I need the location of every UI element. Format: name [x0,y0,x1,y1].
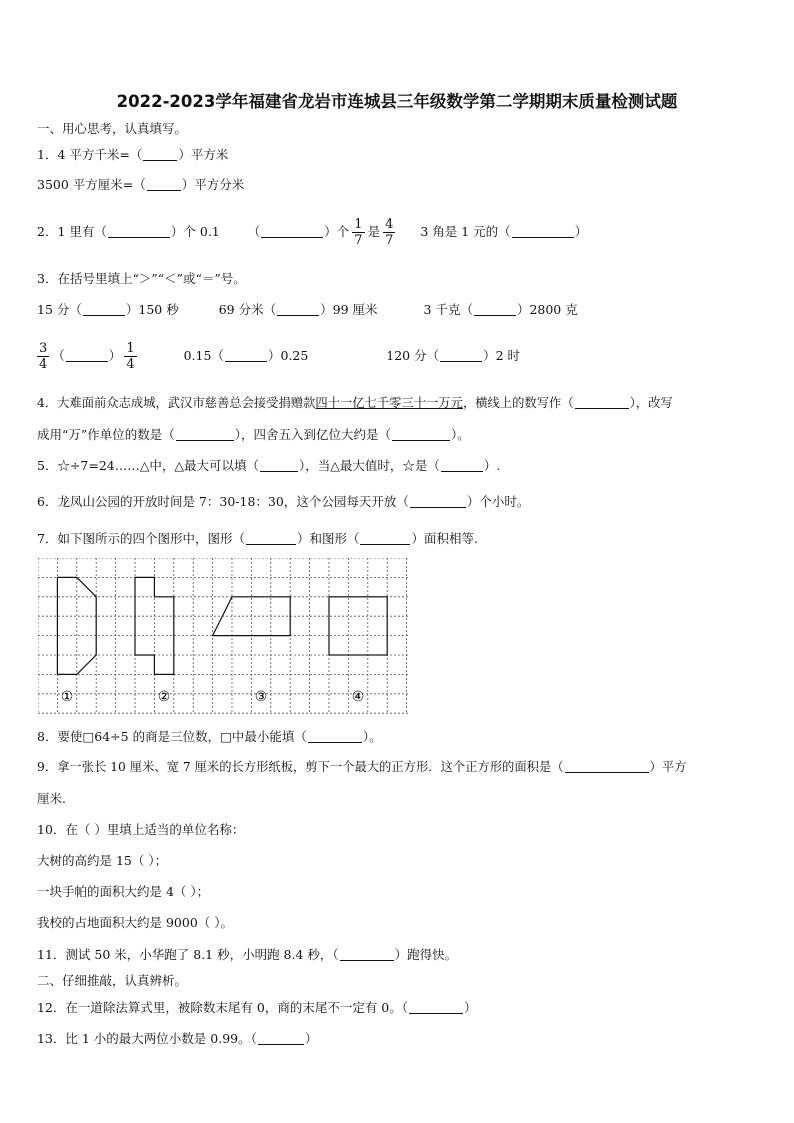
q3-r1-c: 69 分米（ [218,302,277,317]
q4-blank-2[interactable] [176,429,234,441]
q1a-blank[interactable] [143,149,177,161]
question-9-line-1 [37,759,686,775]
q3-r2-paren-open: （ [52,348,65,363]
q3-r1-a: 15 分（ [37,302,82,317]
q2-text-4: ）个 [324,224,350,239]
section-heading-2: 二、仔细推敲，认真辨析。 [37,973,188,988]
question-3-row-1 [37,302,578,318]
question-4-line-1 [37,395,673,411]
q1b-text: 3500 平方厘米=（ [37,177,146,192]
q1a-text: 1．4 平方千米=（ [37,147,143,162]
q4-l2-b: ），四舍五入到亿位大约是（ [234,427,392,442]
q3-r2-paren-close: ） [108,348,122,363]
q1b-blank[interactable] [147,179,181,191]
q2-fraction-1: $\frac{1}{7}$ [354,217,363,248]
shape-2 [135,577,174,674]
q2-text-5: 是 [367,224,381,239]
q3-r2-a: 0.15（ [183,348,224,363]
q13-blank[interactable] [258,1033,304,1045]
q5-blank-1[interactable] [260,460,298,472]
q4-l1-c: ），改写 [629,396,673,410]
q7-a: 7．如下图所示的四个图形中，图形（ [37,531,245,546]
q7-blank-2[interactable] [360,533,410,545]
figure-label-1: ① [60,689,74,705]
q2-text-2: ）个 0.1 [170,224,220,239]
q7-blank-1[interactable] [246,533,296,545]
q9-blank[interactable] [565,761,649,773]
q13-a: 13．比 1 小的最大两位小数是 0.99。（ [37,1031,257,1046]
q12-a: 12．在一道除法算式里，被除数末尾有 0，商的末尾不一定有 0。（ [37,1000,409,1015]
q4-blank-1[interactable] [575,397,629,409]
q2-text-7: ） [574,224,588,239]
q12-b: ） [464,1000,477,1015]
question-13 [37,1031,317,1047]
q3-r2-fraction-1: $\frac{3}{4}$ [39,341,48,372]
section-heading-1: 一、用心思考，认真填写。 [37,121,188,136]
q2-text-1: 2．1 里有（ [37,224,107,239]
q2-blank-3[interactable] [512,226,574,238]
q3-r2-blank-2[interactable] [225,350,267,362]
q4-underlined-number: 四十一亿七千零三十一万元 [315,396,463,410]
shape-4 [329,597,387,655]
q11-b: ）跑得快。 [394,947,458,962]
q11-a: 11．测试 50 米，小华跑了 8.1 秒，小明跑 8.4 秒，（ [37,947,339,962]
q7-b: ）和图形（ [296,531,360,546]
q12-blank[interactable] [409,1002,463,1014]
q3-r1-e: 3 千克（ [423,302,473,317]
q3-r2-c: 120 分（ [386,348,440,363]
q3-r2-blank-3[interactable] [440,350,482,362]
q7-c: ）面积相等. [411,531,478,546]
q3-r1-blank-2[interactable] [277,304,319,316]
q3-r1-f: ）2800 克 [516,302,578,317]
q5-c: ）. [483,458,501,473]
q4-l2-a: 成用“万”作单位的数是（ [37,427,175,442]
q4-l1-a: 4．大难面前众志成城，武汉市慈善总会接受捐赠款 [37,396,316,410]
q5-blank-2[interactable] [441,460,483,472]
q6-b: ）个小时。 [466,494,530,509]
question-1b [37,177,244,193]
question-10-d: 我校的占地面积大约是 9000（ ）。 [37,915,234,930]
q1b-end: ）平方分米 [181,177,245,192]
question-10-b: 大树的高约是 15（ ）； [37,853,168,868]
q2-blank-1[interactable] [108,226,170,238]
question-12 [37,1000,477,1016]
q3-r1-d: ）99 厘米 [320,302,378,317]
q7-grid-figure [38,558,410,716]
question-9-line-2: 厘米. [37,791,66,806]
question-8 [37,729,382,745]
question-3: 3．在括号里填上“＞”“＜”或“＝”号。 [37,271,246,286]
q9-b: ）平方 [649,760,687,774]
q6-blank[interactable] [410,496,466,508]
question-2 [37,214,587,250]
q2-blank-2[interactable] [261,226,323,238]
page-title: 2022-2023学年福建省龙岩市连城县三年级数学第二学期期末质量检测试题 [116,92,678,111]
q9-a: 9．拿一张长 10 厘米、宽 7 厘米的长方形纸板，剪下一个最大的正方形．这个正方形的面积是（ [37,760,564,774]
figure-label-4: ④ [351,689,365,705]
question-4-line-2 [37,427,470,443]
question-6 [37,494,529,510]
figure-label-3: ③ [254,689,268,705]
figure-label-2: ② [157,689,171,705]
q3-r1-b: ）150 秒 [125,302,179,317]
q4-l2-c: ）。 [451,427,470,442]
question-10-c: 一块手帕的面积大约是 4（ ）； [37,884,210,899]
q13-b: ） [304,1031,318,1046]
q3-r1-blank-3[interactable] [474,304,516,316]
q2-text-3: （ [247,224,261,239]
question-3-row-2 [37,337,520,375]
q5-b: ），当△最大值时，☆是（ [299,458,440,473]
q4-blank-3[interactable] [392,429,450,441]
q3-r2-b: ）0.25 [267,348,309,363]
q3-r2-d: ）2 时 [483,348,521,363]
q2-fraction-2: $\frac{4}{7}$ [385,217,394,248]
q6-a: 6．龙凤山公园的开放时间是 7：30-18：30，这个公园每天开放（ [37,494,409,509]
q3-r2-blank-1[interactable] [66,350,108,362]
question-5 [37,458,500,474]
question-10: 10．在（ ）里填上适当的单位名称： [37,822,245,837]
q8-a: 8．要使□64÷5 的商是三位数，□中最小能填（ [37,729,307,744]
q3-r1-blank-1[interactable] [83,304,125,316]
question-1a [37,147,228,163]
q3-r2-fraction-2: $\frac{1}{4}$ [126,341,135,372]
q1a-end: ）平方米 [178,147,229,162]
question-11 [37,947,457,963]
q8-b: ）。 [362,729,382,744]
q2-text-6: 3 角是 1 元的（ [420,224,511,239]
q8-blank[interactable] [308,731,362,743]
q5-a: 5．☆÷7=24……△中，△最大可以填（ [37,458,259,473]
question-7 [37,531,478,547]
q4-l1-b: ，横线上的数写作（ [462,396,574,410]
q11-blank[interactable] [340,949,394,961]
